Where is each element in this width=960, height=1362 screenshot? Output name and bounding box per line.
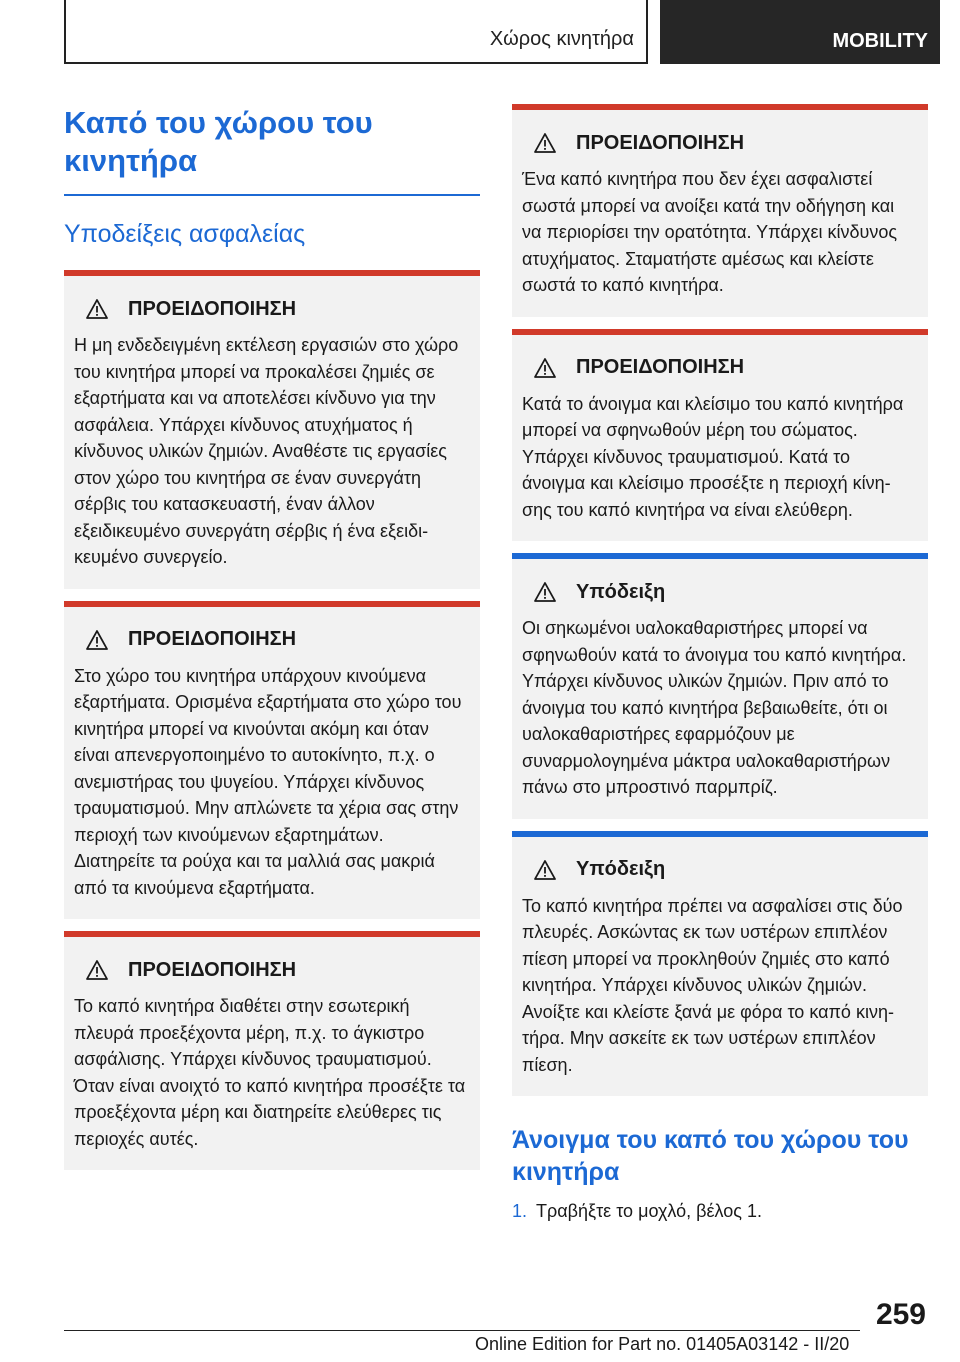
right-column — [512, 104, 928, 1224]
warning-label: ΠΡΟΕΙΔΟΠΟΙΗΣΗ — [128, 628, 297, 650]
warning-triangle-icon — [86, 299, 108, 319]
page-title: Καπό του χώρου του κινητήρα — [64, 105, 373, 178]
warning-label: ΠΡΟΕΙΔΟΠΟΙΗΣΗ — [576, 356, 745, 378]
note-box — [512, 553, 928, 819]
header-category-tab: MOBILITY — [660, 0, 940, 64]
footer-edition: Online Edition for Part no. 01405A03142 - II/20 — [475, 1334, 850, 1354]
warning-triangle-icon — [534, 582, 556, 602]
warning-text: Κατά το άνοιγμα και κλείσιμο του καπό κινητήρα μπορεί να σφηνωθούν μέρη του σώματος. Υπάρχει κίνδυνος τραυματισμού. Κατά το άνοιγμα και κλείσιμο προσέξτε η περιοχή κίνησης του καπό κινητήρα να είναι ελεύθερη. — [522, 393, 904, 520]
warning-label: ΠΡΟΕΙΔΟΠΟΙΗΣΗ — [128, 958, 297, 981]
left-column — [64, 104, 480, 1170]
warning-label: ΠΡΟΕΙΔΟΠΟΙΗΣΗ — [128, 297, 297, 320]
title-divider — [64, 194, 480, 196]
warning-triangle-icon — [86, 630, 108, 650]
step-text: Τραβήξτε το μοχλό, βέλος 1. — [536, 1201, 762, 1221]
warning-box — [512, 104, 928, 317]
note-text: Το καπό κινητήρα πρέπει να ασφαλίσει στις δύο πλευρές. Ασκώντας εκ των υστέρων επιπλέον πίεση μπορεί να προκληθούν ζημιές στο καπό κινητήρα. Υπάρχει κίνδυνος υλικών ζημιών. Ανοίξτε και κλείστε ξανά με φόρα το καπό κινητήρα. Μην ασκείτε εκ των υστέρων επιπλέον πίεση. — [522, 895, 903, 1075]
warning-box — [64, 931, 480, 1170]
warning-text: Το καπό κινητήρα διαθέτει στην εσωτερική πλευρά προεξέχοντα μέρη, π.χ. το άγκιστρο ασφάλισης. Υπάρχει κίνδυνος τραυματισμού. Όταν είναι ανοιχτό το καπό κινητήρα προσέξτε τα προεξέχοντα μέρη και διατηρείτε ελεύθερες τις περιοχές αυτές. — [74, 996, 466, 1149]
safety-subtitle: Υποδείξεις ασφαλείας — [64, 220, 306, 248]
warning-triangle-icon — [534, 860, 556, 880]
warning-label: ΠΡΟΕΙΔΟΠΟΙΗΣΗ — [576, 131, 745, 154]
warning-box — [64, 601, 480, 920]
warning-box — [512, 329, 928, 542]
warning-text: Η μη ενδεδειγμένη εκτέλεση εργασιών στο χώρο του κινητήρα μπορεί να προκαλέσει ζημιές σε εξαρτήματα και να αποτελέσει κίνδυνο για την ασφάλεια. Υπάρχει κίνδυνος ατυχήματος ή κίνδυνος υλικών ζημιών. Αναθέστε τις εργασίες στον χώρο του κινητήρα σε έναν συνεργάτη σέρβις του κατασκευαστή, έναν άλλον εξειδικευμένο συνεργάτη σέρβις ή ένα εξειδικευμένο συνεργείο. — [74, 335, 459, 567]
note-label: Υπόδειξη — [576, 858, 666, 880]
page-number: 259 — [875, 1298, 926, 1331]
warning-triangle-icon — [86, 960, 108, 980]
footer-divider — [64, 1330, 860, 1331]
warning-text: Ένα καπό κινητήρα που δεν έχει ασφαλιστεί σωστά μπορεί να ανοίξει κατά την οδήγηση και να περιορίσει την ορατότητα. Υπάρχει κίνδυνος ατυχήματος. Σταματήστε αμέσως και κλείστε σωστά το καπό κινητήρα. — [522, 169, 898, 295]
note-text: Οι σηκωμένοι υαλοκαθαριστήρες μπορεί να σφηνωθούν κατά το άνοιγμα του καπό κινητήρα. Υπάρχει κίνδυνος υλικών ζημιών. Πριν από το άνοιγμα του καπό κινητήρα βεβαιωθείτε, ότι οι υαλοκαθαριστήρες εφαρμόζουν με συναρμολογημένα μάκτρα υαλοκαθαριστήρων πάνω στο μπροστινό παρμπρίζ. — [522, 618, 907, 797]
header-section-box — [64, 0, 648, 64]
note-label: Υπόδειξη — [576, 580, 666, 603]
warning-text: Στο χώρο του κινητήρα υπάρχουν κινούμενα εξαρτήματα. Ορισμένα εξαρτήματα στο χώρο του κινητήρα μπορεί να κινούνται ακόμη και όταν είναι απενεργοποιημένο το αυτοκίνητο, π.χ. ο ανεμιστήρας του ψυγείου. Υπάρχει κίνδυνος τραυματισμού. Μην απλώνετε τα χέρια σας στην περιοχή των κινούμενων εξαρτημάτων. Διατηρείτε τα ρούχα και τα μαλλιά σας μακριά από τα κινούμενα εξαρτήματα. — [74, 665, 462, 898]
warning-triangle-icon — [534, 358, 556, 378]
step-number: 1. — [512, 1201, 528, 1221]
list-item — [512, 1198, 928, 1224]
warning-triangle-icon — [534, 133, 556, 153]
note-box — [512, 831, 928, 1097]
opening-heading: Άνοιγμα του καπό του χώρου του κινητήρα — [512, 1126, 909, 1186]
warning-box — [64, 270, 480, 589]
header-section-title: Χώρος κινητήρα — [489, 28, 634, 50]
